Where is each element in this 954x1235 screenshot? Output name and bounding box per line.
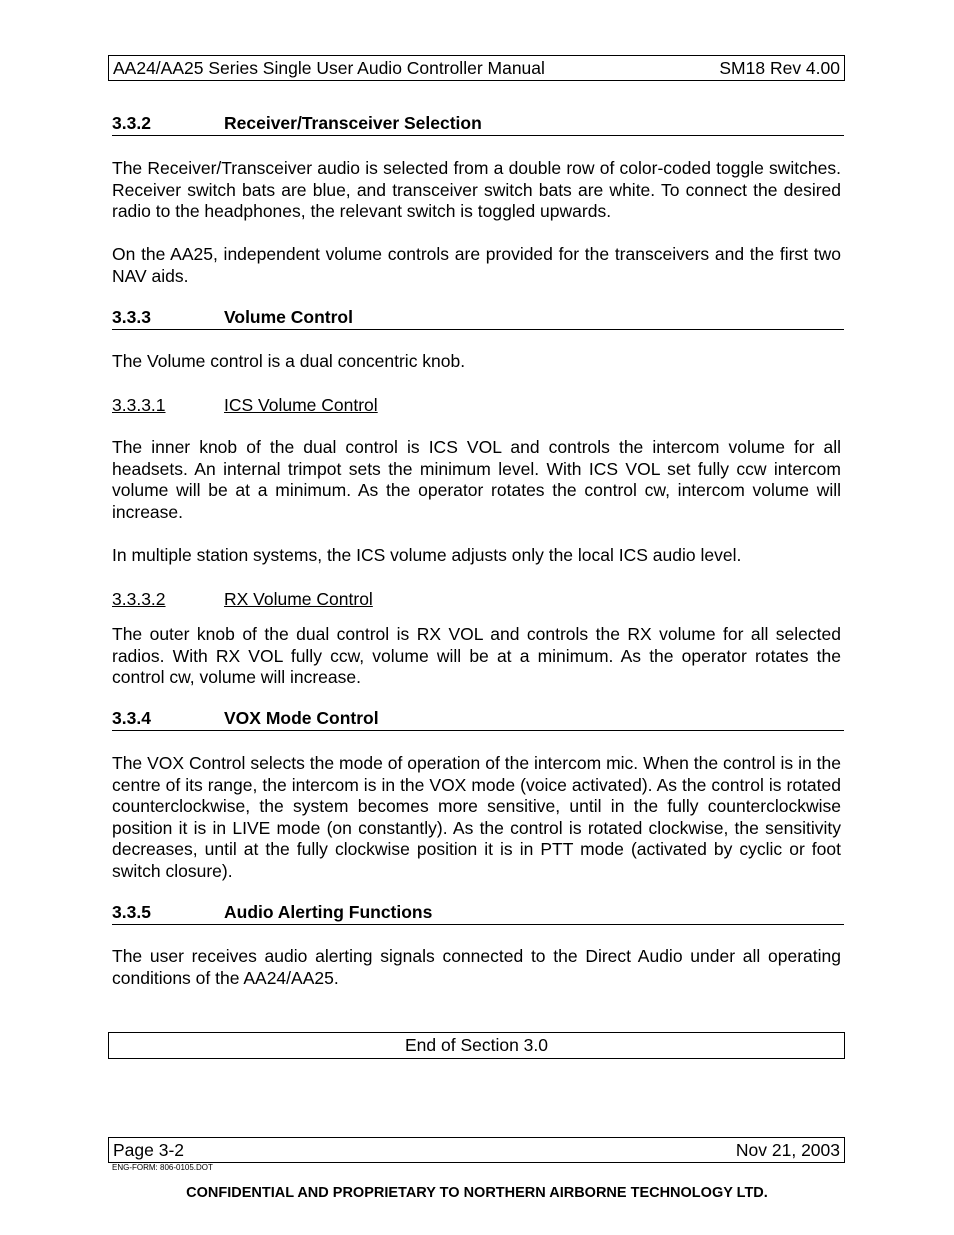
section-number: 3.3.2 bbox=[112, 113, 151, 133]
footer-date: Nov 21, 2003 bbox=[735, 1139, 840, 1160]
page-header bbox=[108, 55, 845, 81]
header-title: AA24/AA25 Series Single User Audio Controller Manual bbox=[113, 57, 545, 78]
paragraph: The Receiver/Transceiver audio is selected from a double row of color-coded toggle switches. Receiver switch bats are blue, and transceiver switch bats are white. To connect the desired radio to the headphones, the relevant switch is toggled upwards. bbox=[112, 158, 841, 221]
subsection-number: 3.3.3.1 bbox=[112, 395, 166, 415]
section-title: Volume Control bbox=[224, 307, 353, 327]
paragraph: The VOX Control selects the mode of operation of the intercom mic. When the control is in the centre of its range, the intercom is in the VOX mode (voice activated). As the control is rotated counterclockwise, the system becomes more sensitive, until in the fully counterclockwise position it is in LIVE mode (on constantly). As the control is rotated clockwise, the sensitivity decreases, until at the fully clockwise position it is in PTT mode (activated by cyclic or foot switch closure). bbox=[112, 753, 841, 881]
section-title: Receiver/Transceiver Selection bbox=[224, 113, 482, 133]
section-title: Audio Alerting Functions bbox=[224, 902, 433, 922]
section-number: 3.3.5 bbox=[112, 902, 151, 922]
subsection-heading-3-3-3-2 bbox=[112, 589, 373, 611]
paragraph: The outer knob of the dual control is RX VOL and controls the RX volume for all selected radios. With RX VOL fully ccw, volume will be at a minimum. As the operator rotates the control cw, volume will increase. bbox=[112, 624, 841, 687]
section-heading-3-3-5 bbox=[112, 902, 844, 925]
section-heading-3-3-4 bbox=[112, 708, 844, 731]
end-of-section-label: End of Section 3.0 bbox=[404, 1035, 549, 1055]
paragraph: The inner knob of the dual control is ICS VOL and controls the intercom volume for all headsets. An internal trimpot sets the minimum level. With ICS VOL set fully ccw intercom volume will be at a minimum. As the operator rotates the control cw, intercom volume will increase. bbox=[112, 437, 841, 522]
end-of-section-box bbox=[108, 1032, 845, 1059]
confidentiality-notice: CONFIDENTIAL AND PROPRIETARY TO NORTHERN AIRBORNE TECHNOLOGY LTD. bbox=[186, 1185, 768, 1201]
subsection-title: RX Volume Control bbox=[224, 589, 373, 609]
paragraph: The user receives audio alerting signals connected to the Direct Audio under all operating conditions of the AA24/AA25. bbox=[112, 946, 841, 988]
subsection-heading-3-3-3-1 bbox=[112, 395, 378, 417]
page-footer bbox=[108, 1137, 845, 1163]
paragraph: The Volume control is a dual concentric knob. bbox=[112, 351, 466, 371]
form-code: ENG-FORM: 806-0105.DOT bbox=[112, 1163, 213, 1172]
section-number: 3.3.4 bbox=[112, 708, 151, 728]
section-number: 3.3.3 bbox=[112, 307, 151, 327]
section-heading-3-3-2 bbox=[112, 113, 844, 136]
header-revision: SM18 Rev 4.00 bbox=[719, 57, 840, 78]
subsection-number: 3.3.3.2 bbox=[112, 589, 166, 609]
section-title: VOX Mode Control bbox=[224, 708, 379, 728]
paragraph: In multiple station systems, the ICS volume adjusts only the local ICS audio level. bbox=[112, 545, 742, 565]
page-number: Page 3-2 bbox=[113, 1139, 185, 1160]
paragraph: On the AA25, independent volume controls are provided for the transceivers and the first two NAV aids. bbox=[112, 244, 841, 286]
section-heading-3-3-3 bbox=[112, 307, 844, 330]
subsection-title: ICS Volume Control bbox=[224, 395, 378, 415]
